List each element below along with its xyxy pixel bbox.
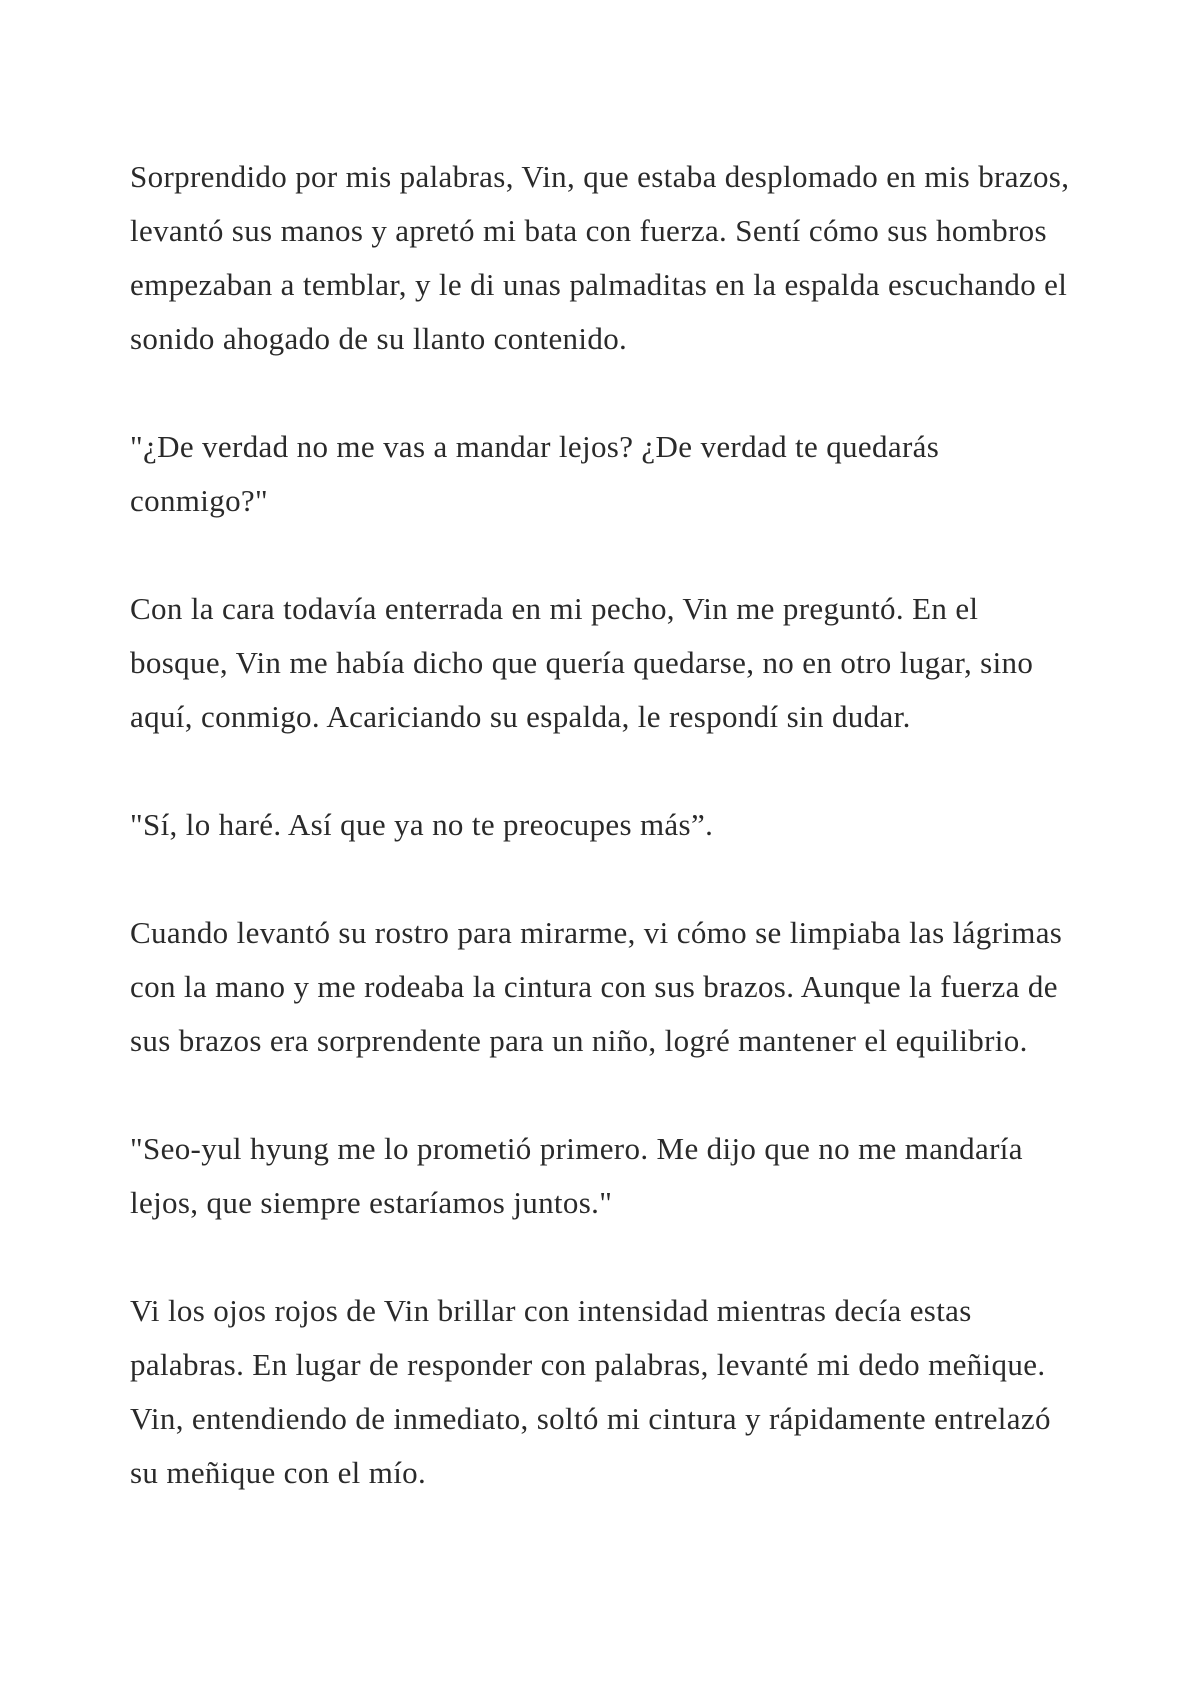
paragraph-7: Vi los ojos rojos de Vin brillar con intensidad mientras decía estas palabras. En lugar de responder con palabras, levanté mi dedo meñique. Vin, entendiendo de inmediato, soltó mi cintura y rápidamente entrelazó su meñique con el mío. bbox=[130, 1293, 1051, 1490]
paragraph-4: "Sí, lo haré. Así que ya no te preocupes más”. bbox=[130, 807, 714, 842]
paragraph-3: Con la cara todavía enterrada en mi pecho, Vin me preguntó. En el bosque, Vin me había dicho que quería quedarse, no en otro lugar, sino aquí, conmigo. Acariciando su espalda, le respondí sin dudar. bbox=[130, 591, 1034, 734]
document-body bbox=[130, 150, 1080, 1554]
paragraph-1: Sorprendido por mis palabras, Vin, que estaba desplomado en mis brazos, levantó sus manos y apretó mi bata con fuerza. Sentí cómo sus hombros empezaban a temblar, y le di unas palmaditas en la espalda escuchando el sonido ahogado de su llanto contenido. bbox=[130, 159, 1070, 356]
paragraph-2: "¿De verdad no me vas a mandar lejos? ¿De verdad te quedarás conmigo?" bbox=[130, 429, 940, 518]
paragraph-6: "Seo-yul hyung me lo prometió primero. Me dijo que no me mandaría lejos, que siempre estaríamos juntos." bbox=[130, 1131, 1023, 1220]
paragraph-5: Cuando levantó su rostro para mirarme, vi cómo se limpiaba las lágrimas con la mano y me rodeaba la cintura con sus brazos. Aunque la fuerza de sus brazos era sorprendente para un niño, logré mantener el equilibrio. bbox=[130, 915, 1063, 1058]
